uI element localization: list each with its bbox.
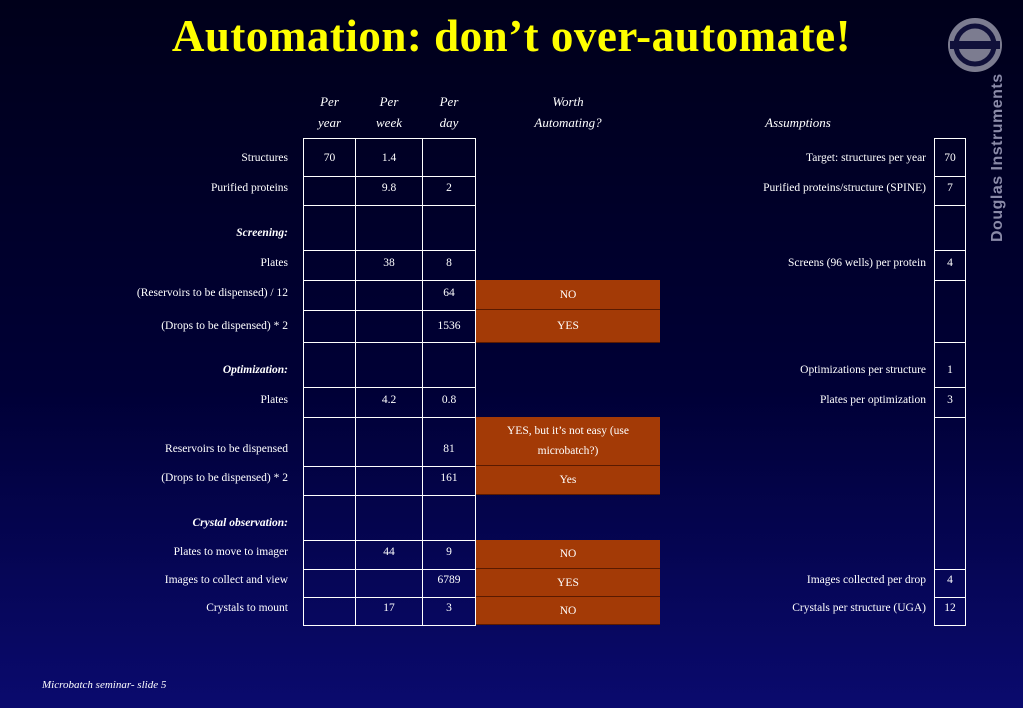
cell-per-day: 6789 <box>437 574 461 586</box>
assumption-label: Optimizations per structure <box>800 364 926 376</box>
cell-per-day: 9 <box>446 546 452 558</box>
row-label: (Drops to be dispensed) * 2 <box>161 320 288 332</box>
row-label: Structures <box>241 152 288 164</box>
row-label: Plates <box>260 257 288 269</box>
cell-per-week: 17 <box>383 602 395 614</box>
row-label: Purified proteins <box>211 182 288 194</box>
assumption-value: 7 <box>947 182 953 194</box>
worth-automating-cell: YES, but it’s not easy (use microbatch?) <box>476 417 660 466</box>
cell-per-day: 2 <box>446 182 452 194</box>
worth-automating-cell: Yes <box>476 466 660 495</box>
row-label: Reservoirs to be dispensed <box>165 443 288 455</box>
worth-automating-cell: NO <box>476 597 660 625</box>
cell-per-week: 9.8 <box>381 182 397 194</box>
assumption-value: 4 <box>947 574 953 586</box>
cell-per-day: 161 <box>440 472 458 484</box>
section-label-optimization: Optimization: <box>222 364 288 376</box>
cell-per-day: 8 <box>446 257 452 269</box>
row-label: Plates to move to imager <box>173 546 288 558</box>
slide-footer: Microbatch seminar- slide 5 <box>42 679 167 691</box>
header-per-day: Per day <box>439 94 459 130</box>
slide-title: Automation: don’t over-automate! <box>171 11 852 61</box>
cell-per-week: 4.2 <box>381 394 397 406</box>
header-assumptions: Assumptions <box>765 115 831 130</box>
assumption-label: Images collected per drop <box>806 574 926 586</box>
row-label: (Reservoirs to be dispensed) / 12 <box>136 287 288 299</box>
cell-per-day: 64 <box>443 287 455 299</box>
worth-automating-cell: NO <box>476 280 660 310</box>
cell-per-day: 3 <box>446 602 452 614</box>
cell-per-week: 44 <box>383 546 395 558</box>
cell-per-year: 70 <box>323 152 336 164</box>
row-label: Images to collect and view <box>164 574 288 586</box>
cell-per-week: 38 <box>383 257 395 269</box>
assumption-value: 12 <box>944 602 956 614</box>
row-label: Crystals to mount <box>206 602 288 614</box>
assumption-label: Target: structures per year <box>806 152 926 164</box>
cell-per-week: 1.4 <box>381 152 397 164</box>
assumption-label: Screens (96 wells) per protein <box>788 257 926 269</box>
cell-per-day: 0.8 <box>441 394 457 406</box>
assumption-label: Crystals per structure (UGA) <box>792 602 926 614</box>
assumption-value: 1 <box>947 364 953 376</box>
assumption-label: Purified proteins/structure (SPINE) <box>763 182 926 194</box>
row-label: (Drops to be dispensed) * 2 <box>161 472 288 484</box>
worth-automating-cell: YES <box>476 569 660 597</box>
worth-automating-cell: YES <box>476 310 660 343</box>
header-per-year: Per year <box>317 94 342 130</box>
assumption-value: 70 <box>944 152 956 164</box>
header-worth-automating: Worth Automating? <box>534 94 602 130</box>
assumption-value: 3 <box>947 394 953 406</box>
assumption-label: Plates per optimization <box>819 394 926 406</box>
worth-automating-cell: NO <box>476 540 660 569</box>
assumption-value: 4 <box>947 257 953 269</box>
section-label-crystal-observation: Crystal observation: <box>192 517 288 529</box>
header-per-week: Per week <box>376 94 402 130</box>
cell-per-day: 1536 <box>437 320 461 332</box>
cell-per-day: 81 <box>443 443 455 455</box>
section-label-screening: Screening: <box>236 227 288 239</box>
row-label: Plates <box>260 394 288 406</box>
brand-name: Douglas Instruments <box>989 73 1006 242</box>
